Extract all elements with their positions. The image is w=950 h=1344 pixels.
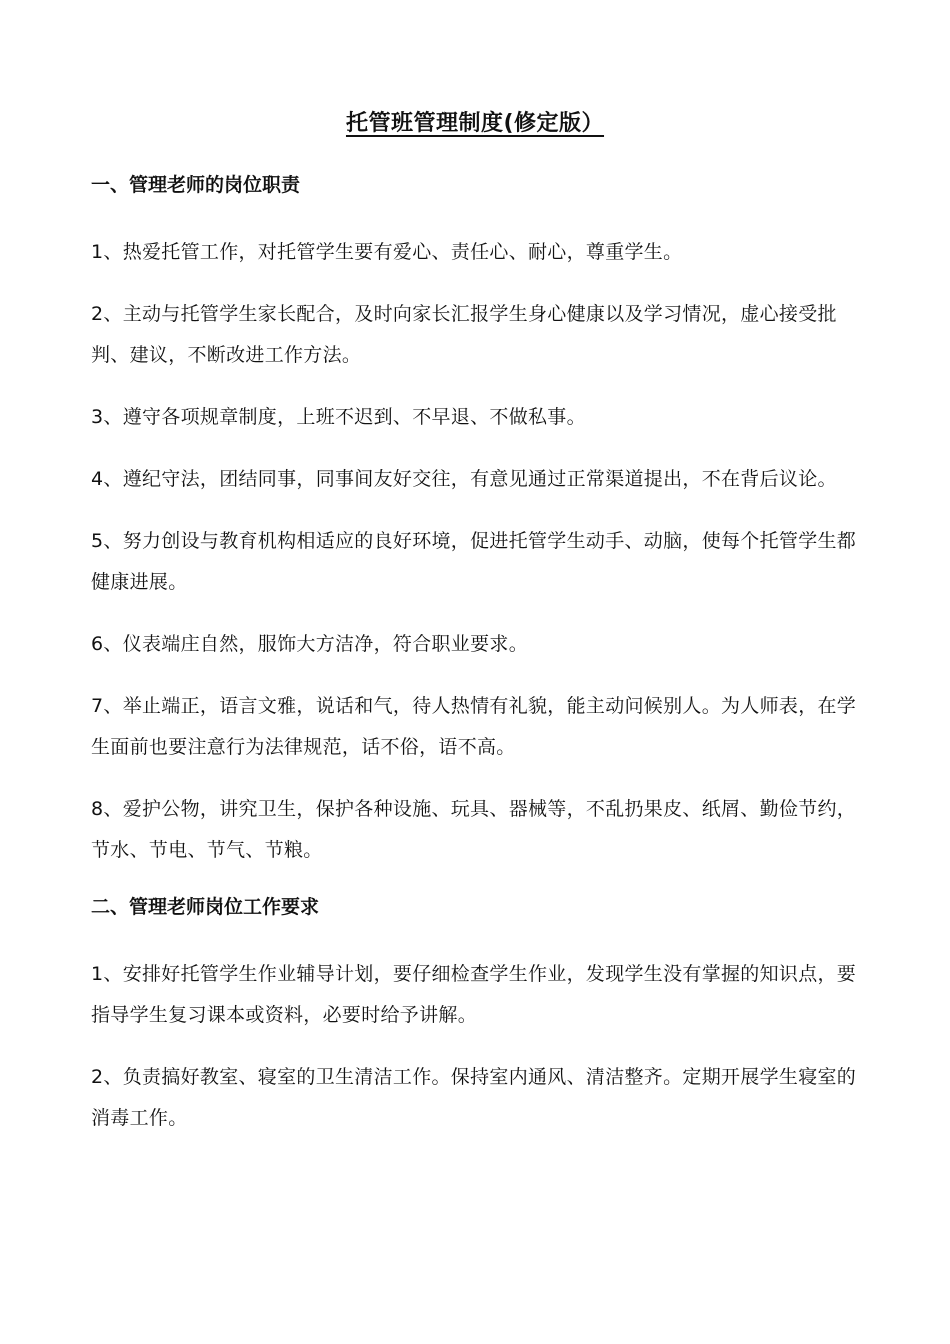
list-item: 2、主动与托管学生家长配合，及时向家长汇报学生身心健康以及学习情况，虚心接受批判、建议，不断改进工作方法。 xyxy=(91,303,837,366)
list-item: 3、遵守各项规章制度，上班不迟到、不早退、不做私事。 xyxy=(91,406,586,428)
section-heading: 一、管理老师的岗位职责 xyxy=(91,174,301,196)
section-requirements xyxy=(91,892,861,1139)
list-item: 1、安排好托管学生作业辅导计划，要仔细检查学生作业，发现学生没有掌握的知识点，要指导学生复习课本或资料，必要时给予讲解。 xyxy=(91,963,857,1026)
list-item: 2、负责搞好教室、寝室的卫生清洁工作。保持室内通风、清洁整齐。定期开展学生寝室的消毒工作。 xyxy=(91,1066,857,1129)
document-body xyxy=(91,170,861,1160)
document-title xyxy=(0,106,950,142)
list-item: 8、爱护公物，讲究卫生，保护各种设施、玩具、器械等，不乱扔果皮、纸屑、勤俭节约，节水、节电、节气、节粮。 xyxy=(91,798,857,861)
list-item: 5、努力创设与教育机构相适应的良好环境，促进托管学生动手、动脑，使每个托管学生都健康进展。 xyxy=(91,530,857,593)
list-item: 7、举止端正，语言文雅，说话和气，待人热情有礼貌，能主动问候别人。为人师表，在学生面前也要注意行为法律规范，话不俗，语不高。 xyxy=(91,695,857,758)
list-item: 6、仪表端庄自然，服饰大方洁净，符合职业要求。 xyxy=(91,633,528,655)
list-item: 1、热爱托管工作，对托管学生要有爱心、责任心、耐心，尊重学生。 xyxy=(91,241,683,263)
section-heading: 二、管理老师岗位工作要求 xyxy=(91,896,320,918)
section-duties xyxy=(91,170,861,871)
list-item: 4、遵纪守法，团结同事，同事间友好交往，有意见通过正常渠道提出，不在背后议论。 xyxy=(91,468,837,490)
document-title-text: 托管班管理制度(修定版） xyxy=(345,111,605,136)
